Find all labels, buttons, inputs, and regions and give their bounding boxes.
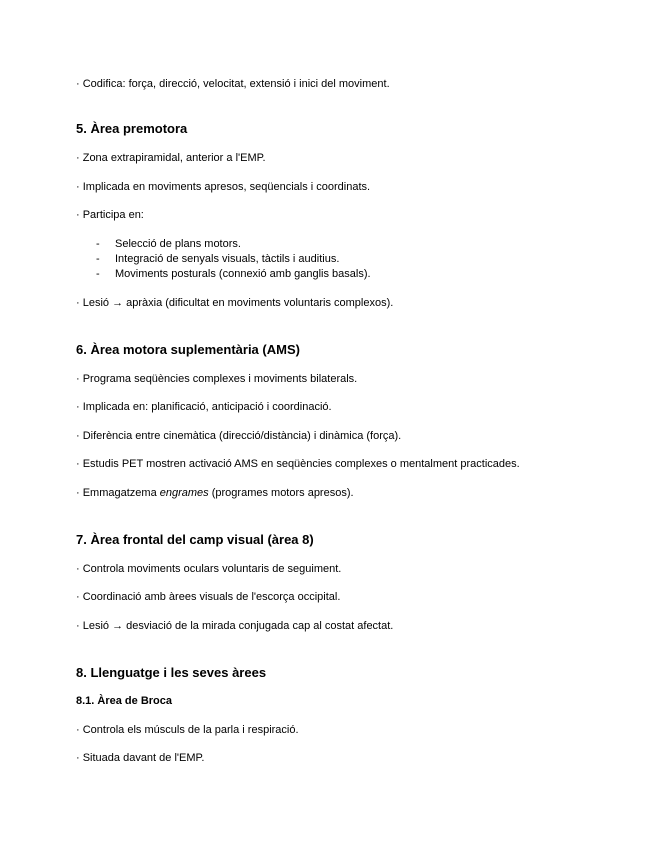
- section-7-paragraph-1: · Controla moviments oculars voluntaris de seguiment.: [76, 563, 342, 575]
- section-5-paragraph-3: · Participa en:: [76, 209, 144, 221]
- section-6-paragraph-3: · Diferència entre cinemàtica (direcció/distància) i dinàmica (força).: [76, 430, 402, 442]
- section-5-heading: 5. Àrea premotora: [76, 121, 188, 136]
- section-8-paragraph-1: · Controla els músculs de la parla i respiració.: [76, 724, 299, 736]
- section-8-heading: 8. Llenguatge i les seves àrees: [76, 665, 267, 680]
- section-8-1-heading: 8.1. Àrea de Broca: [76, 695, 172, 707]
- list-dash: -: [96, 253, 100, 265]
- section-7-paragraph-2: · Coordinació amb àrees visuals de l'escorça occipital.: [76, 591, 341, 603]
- section-5-paragraph-4: · Lesió → apràxia (dificultat en moviments voluntaris complexos).: [76, 297, 394, 309]
- section-6-paragraph-2: · Implicada en: planificació, anticipació i coordinació.: [76, 401, 332, 413]
- section-6-paragraph-4: · Estudis PET mostren activació AMS en seqüències complexes o mentalment practicades.: [76, 458, 520, 470]
- text-run: · Emmagatzema: [76, 487, 160, 499]
- section-7-heading: 7. Àrea frontal del camp visual (àrea 8): [76, 532, 314, 547]
- section-6-heading: 6. Àrea motora suplementària (AMS): [76, 342, 300, 357]
- list-item-text: Selecció de plans motors.: [115, 238, 241, 250]
- text-run: (programes motors apresos).: [208, 487, 354, 499]
- list-item-text: Moviments posturals (connexió amb ganglis basals).: [115, 268, 371, 280]
- list-dash: -: [96, 268, 100, 280]
- section-6-paragraph-1: · Programa seqüències complexes i moviments bilaterals.: [76, 373, 358, 385]
- list-item-text: Integració de senyals visuals, tàctils i auditius.: [115, 253, 340, 265]
- emphasis-text: engrames: [159, 487, 209, 499]
- list-dash: -: [96, 238, 100, 250]
- intro-paragraph: · Codifica: força, direcció, velocitat, extensió i inici del moviment.: [76, 78, 390, 90]
- section-7-paragraph-3: · Lesió → desviació de la mirada conjugada cap al costat afectat.: [76, 620, 394, 632]
- section-5-paragraph-2: · Implicada en moviments apresos, seqüencials i coordinats.: [76, 181, 371, 193]
- section-6-paragraph-5: [76, 486, 354, 500]
- section-8-paragraph-2: · Situada davant de l'EMP.: [76, 752, 205, 764]
- section-5-paragraph-1: · Zona extrapiramidal, anterior a l'EMP.: [76, 152, 266, 164]
